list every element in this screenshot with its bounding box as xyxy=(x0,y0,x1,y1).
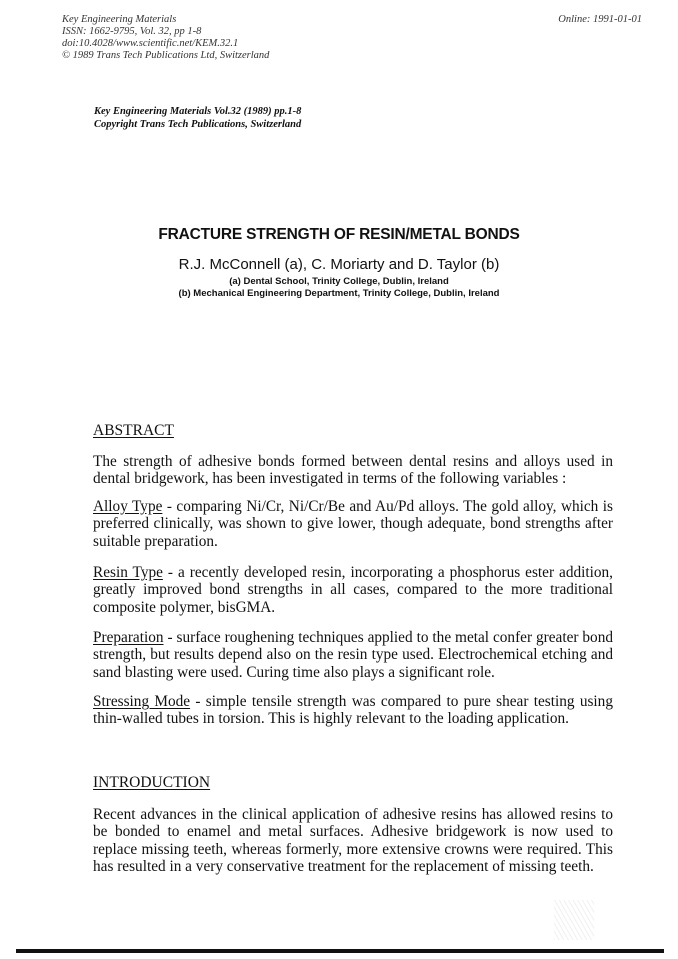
abstract-item-stressing-mode xyxy=(93,693,613,728)
paper-authors: R.J. McConnell (a), C. Moriarty and D. Taylor (b) xyxy=(178,256,500,273)
online-date: Online: 1991-01-01 xyxy=(558,14,642,25)
abstract-item-alloy-type xyxy=(93,498,613,550)
journal-reference-line: Key Engineering Materials Vol.32 (1989) pp.1-8 xyxy=(94,106,302,117)
meta-journal: Key Engineering Materials xyxy=(62,14,177,25)
introduction-heading: INTRODUCTION xyxy=(93,774,211,791)
journal-reference xyxy=(94,105,301,131)
scan-artifact xyxy=(554,900,594,940)
paper-title: FRACTURE STRENGTH OF RESIN/METAL BONDS xyxy=(158,226,520,243)
abstract-heading: ABSTRACT xyxy=(93,422,174,439)
abstract-item-text: - simple tensile strength was compared to pure shear testing using thin-walled tubes in torsion. This is highly relevant to the loading application. xyxy=(93,693,613,728)
affiliation-a: (a) Dental School, Trinity College, Dublin, Ireland xyxy=(229,276,449,287)
publication-metadata xyxy=(62,14,269,62)
abstract-item-term: Stressing Mode xyxy=(93,693,191,710)
meta-copyright: © 1989 Trans Tech Publications Ltd, Switzerland xyxy=(62,50,270,61)
abstract-item-resin-type xyxy=(93,564,613,616)
abstract-item-term: Preparation xyxy=(93,629,164,646)
introduction-text: Recent advances in the clinical application of adhesive resins has allowed resins to be bonded to enamel and metal surfaces. Adhesive bridgework is now used to replace missing teeth, whereas formerly, more extensive crowns were required. This has resulted in a very conservative treatment for the replacement of missing teeth. xyxy=(93,806,613,876)
meta-doi: doi:10.4028/www.scientific.net/KEM.32.1 xyxy=(62,38,239,49)
affiliation-b: (b) Mechanical Engineering Department, Trinity College, Dublin, Ireland xyxy=(178,288,500,299)
abstract-item-preparation xyxy=(93,629,613,681)
copyright-line: Copyright Trans Tech Publications, Switzerland xyxy=(94,119,302,130)
footer-rule xyxy=(16,949,664,953)
abstract-item-text: - surface roughening techniques applied to the metal confer greater bond strength, but results depend also on the resin type used. Electrochemical etching and sand blasting were used. Curing time also plays a significant role. xyxy=(93,629,613,681)
meta-issn: ISSN: 1662-9795, Vol. 32, pp 1-8 xyxy=(62,26,202,37)
abstract-item-text: - a recently developed resin, incorporating a phosphorus ester addition, greatly improved bond strengths in all cases, compared to the more traditional composite polymer, bisGMA. xyxy=(93,564,614,616)
abstract-item-term: Alloy Type xyxy=(93,498,163,515)
abstract-item-text: - comparing Ni/Cr, Ni/Cr/Be and Au/Pd alloys. The gold alloy, which is preferred clinically, was shown to give lower, though adequate, bond strengths after suitable preparation. xyxy=(93,498,613,550)
abstract-item-term: Resin Type xyxy=(93,564,163,581)
abstract-intro: The strength of adhesive bonds formed between dental resins and alloys used in dental bridgework, has been investigated in terms of the following variables : xyxy=(93,453,613,488)
